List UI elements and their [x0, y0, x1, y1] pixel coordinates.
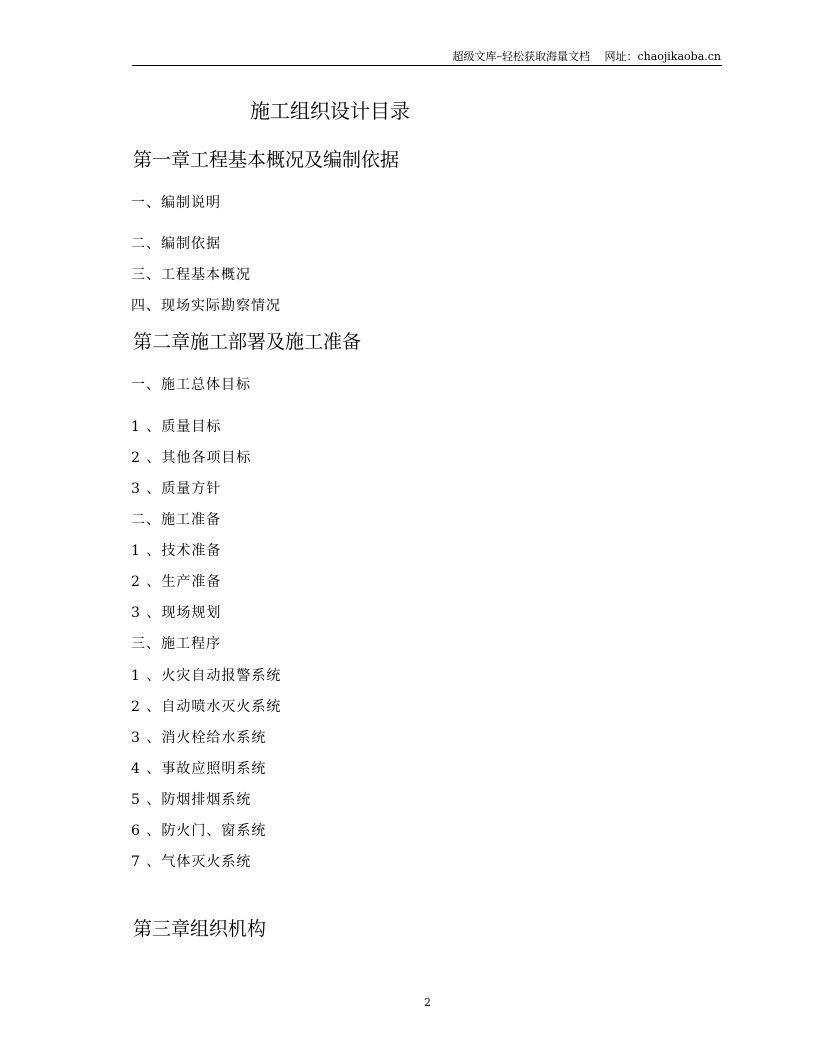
header-divider — [132, 65, 722, 66]
header-text: 超级文库–轻松获取海量文档 网址：chaojikaoba.cn — [452, 50, 721, 63]
toc-item: 一、施工总体目标 — [131, 377, 251, 393]
toc-item: 2 、其他各项目标 — [131, 450, 252, 466]
toc-item: 2 、生产准备 — [131, 574, 222, 590]
toc-item: 5 、防烟排烟系统 — [131, 792, 252, 808]
chapter-1-title: 第一章工程基本概况及编制依据 — [133, 149, 400, 171]
toc-item: 一、编制说明 — [131, 195, 221, 211]
toc-item: 四、现场实际勘察情况 — [131, 298, 281, 314]
toc-item: 三、施工程序 — [131, 636, 221, 652]
chapter-3-title: 第三章组织机构 — [133, 918, 267, 940]
page-number: 2 — [424, 996, 431, 1009]
toc-item: 1 、技术准备 — [131, 543, 222, 559]
toc-item: 二、施工准备 — [131, 512, 221, 528]
chapter-2-title: 第二章施工部署及施工准备 — [133, 331, 362, 353]
toc-item: 7 、气体灭火系统 — [131, 854, 252, 870]
toc-item: 3 、消火栓给水系统 — [131, 730, 267, 746]
toc-item: 2 、自动喷水灭火系统 — [131, 699, 282, 715]
toc-item: 1 、质量目标 — [131, 419, 222, 435]
toc-item: 6 、防火门、窗系统 — [131, 823, 267, 839]
toc-item: 4 、事故应照明系统 — [131, 761, 267, 777]
toc-item: 3 、现场规划 — [131, 605, 222, 621]
document-title: 施工组织设计目录 — [250, 99, 410, 123]
toc-item: 二、编制依据 — [131, 236, 221, 252]
toc-item: 三、工程基本概况 — [131, 267, 251, 283]
toc-item: 1 、火灾自动报警系统 — [131, 668, 282, 684]
toc-item: 3 、质量方针 — [131, 481, 222, 497]
